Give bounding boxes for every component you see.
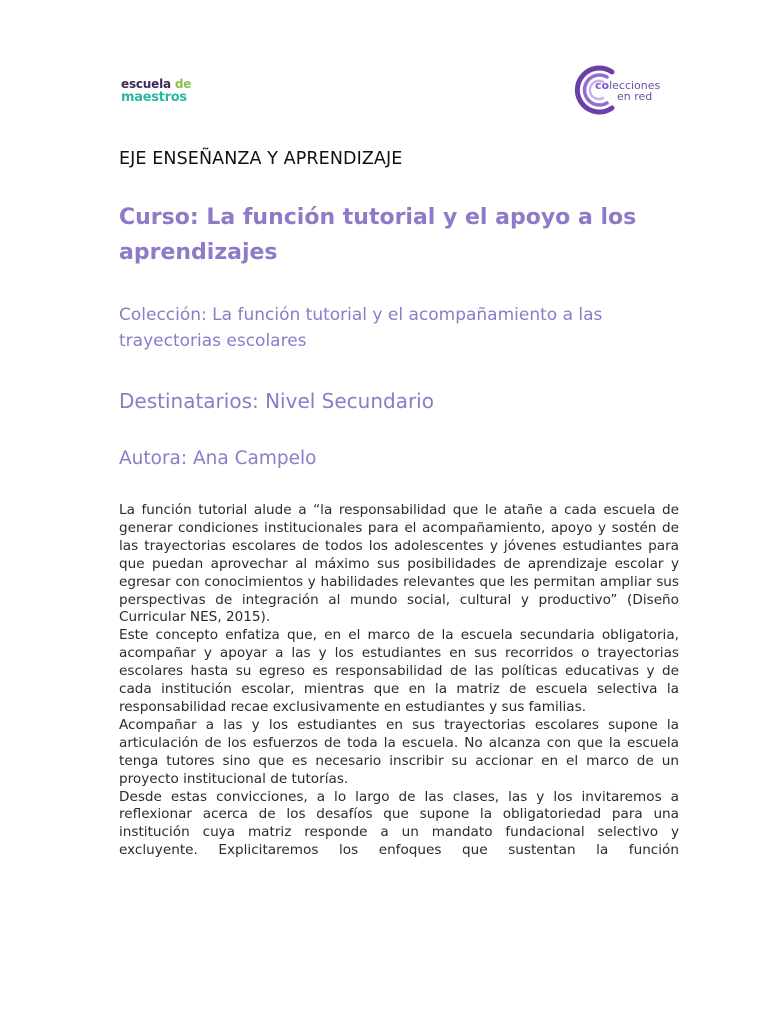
logo-left-word-escuela: escuela (121, 77, 171, 91)
paragraph: Este concepto enfatiza que, en el marco de la escuela secundaria obligatoria, acompañar y apoyar a las y los estudiantes en sus recorridos o trayectorias escolares hasta su egreso es responsabilidad de las políticas educativas y de cada institución escolar, mientras que en la matriz de escuela selectiva la responsabilidad recae exclusivamente en estudiantes y sus familias. (119, 627, 679, 715)
colecciones-en-red-logo (574, 64, 684, 116)
paragraph: Desde estas convicciones, a lo largo de las clases, las y los invitaremos a reflexionar acerca de los desafíos que supone la obligatoriedad para una institución cuya matriz responde a un mandato fundacional selectivo y excluyente. Explicitaremos los enfoques que sustentan la función (119, 788, 679, 859)
destinatarios-line: Destinatarios: Nivel Secundario (119, 389, 434, 413)
coleccion-subtitle: Colección: La función tutorial y el acompañamiento a las trayectorias escolares (119, 305, 603, 351)
logo-right-line2: en red (617, 90, 653, 103)
autora-line: Autora: Ana Campelo (119, 448, 317, 469)
paragraph: La función tutorial alude a “la responsabilidad que le atañe a cada escuela de generar condiciones institucionales para el acompañamiento, apoyo y sostén de las trayectorias escolares de todos los adolescentes y jóvenes estudiantes para que puedan aprovechar al máximo sus posibilidades de aprendizaje escolar y egresar con conocimientos y habilidades relevantes que les permitan ampliar sus perspectivas de integración al mundo social, cultural y productivo” (Diseño Curricular NES, 2015). (119, 502, 679, 626)
logo-left-word-maestros: maestros (121, 90, 187, 105)
course-title: Curso: La función tutorial y el apoyo a los aprendizajes (119, 205, 637, 265)
logo-right-prefix: co (595, 79, 610, 92)
escuela-de-maestros-logo (121, 78, 191, 104)
paragraph: Acompañar a las y los estudiantes en sus trayectorias escolares supone la articulación de los esfuerzos de toda la escuela. No alcanza con que la escuela tenga tutores sino que es necesario inscribir su accionar en el marco de un proyecto institucional de tutorías. (119, 716, 679, 787)
body-text (119, 502, 679, 860)
logo-right-line1: lecciones (609, 79, 661, 92)
eje-heading: EJE ENSEÑANZA Y APRENDIZAJE (119, 149, 403, 169)
logo-left-word-de: de (174, 77, 192, 91)
